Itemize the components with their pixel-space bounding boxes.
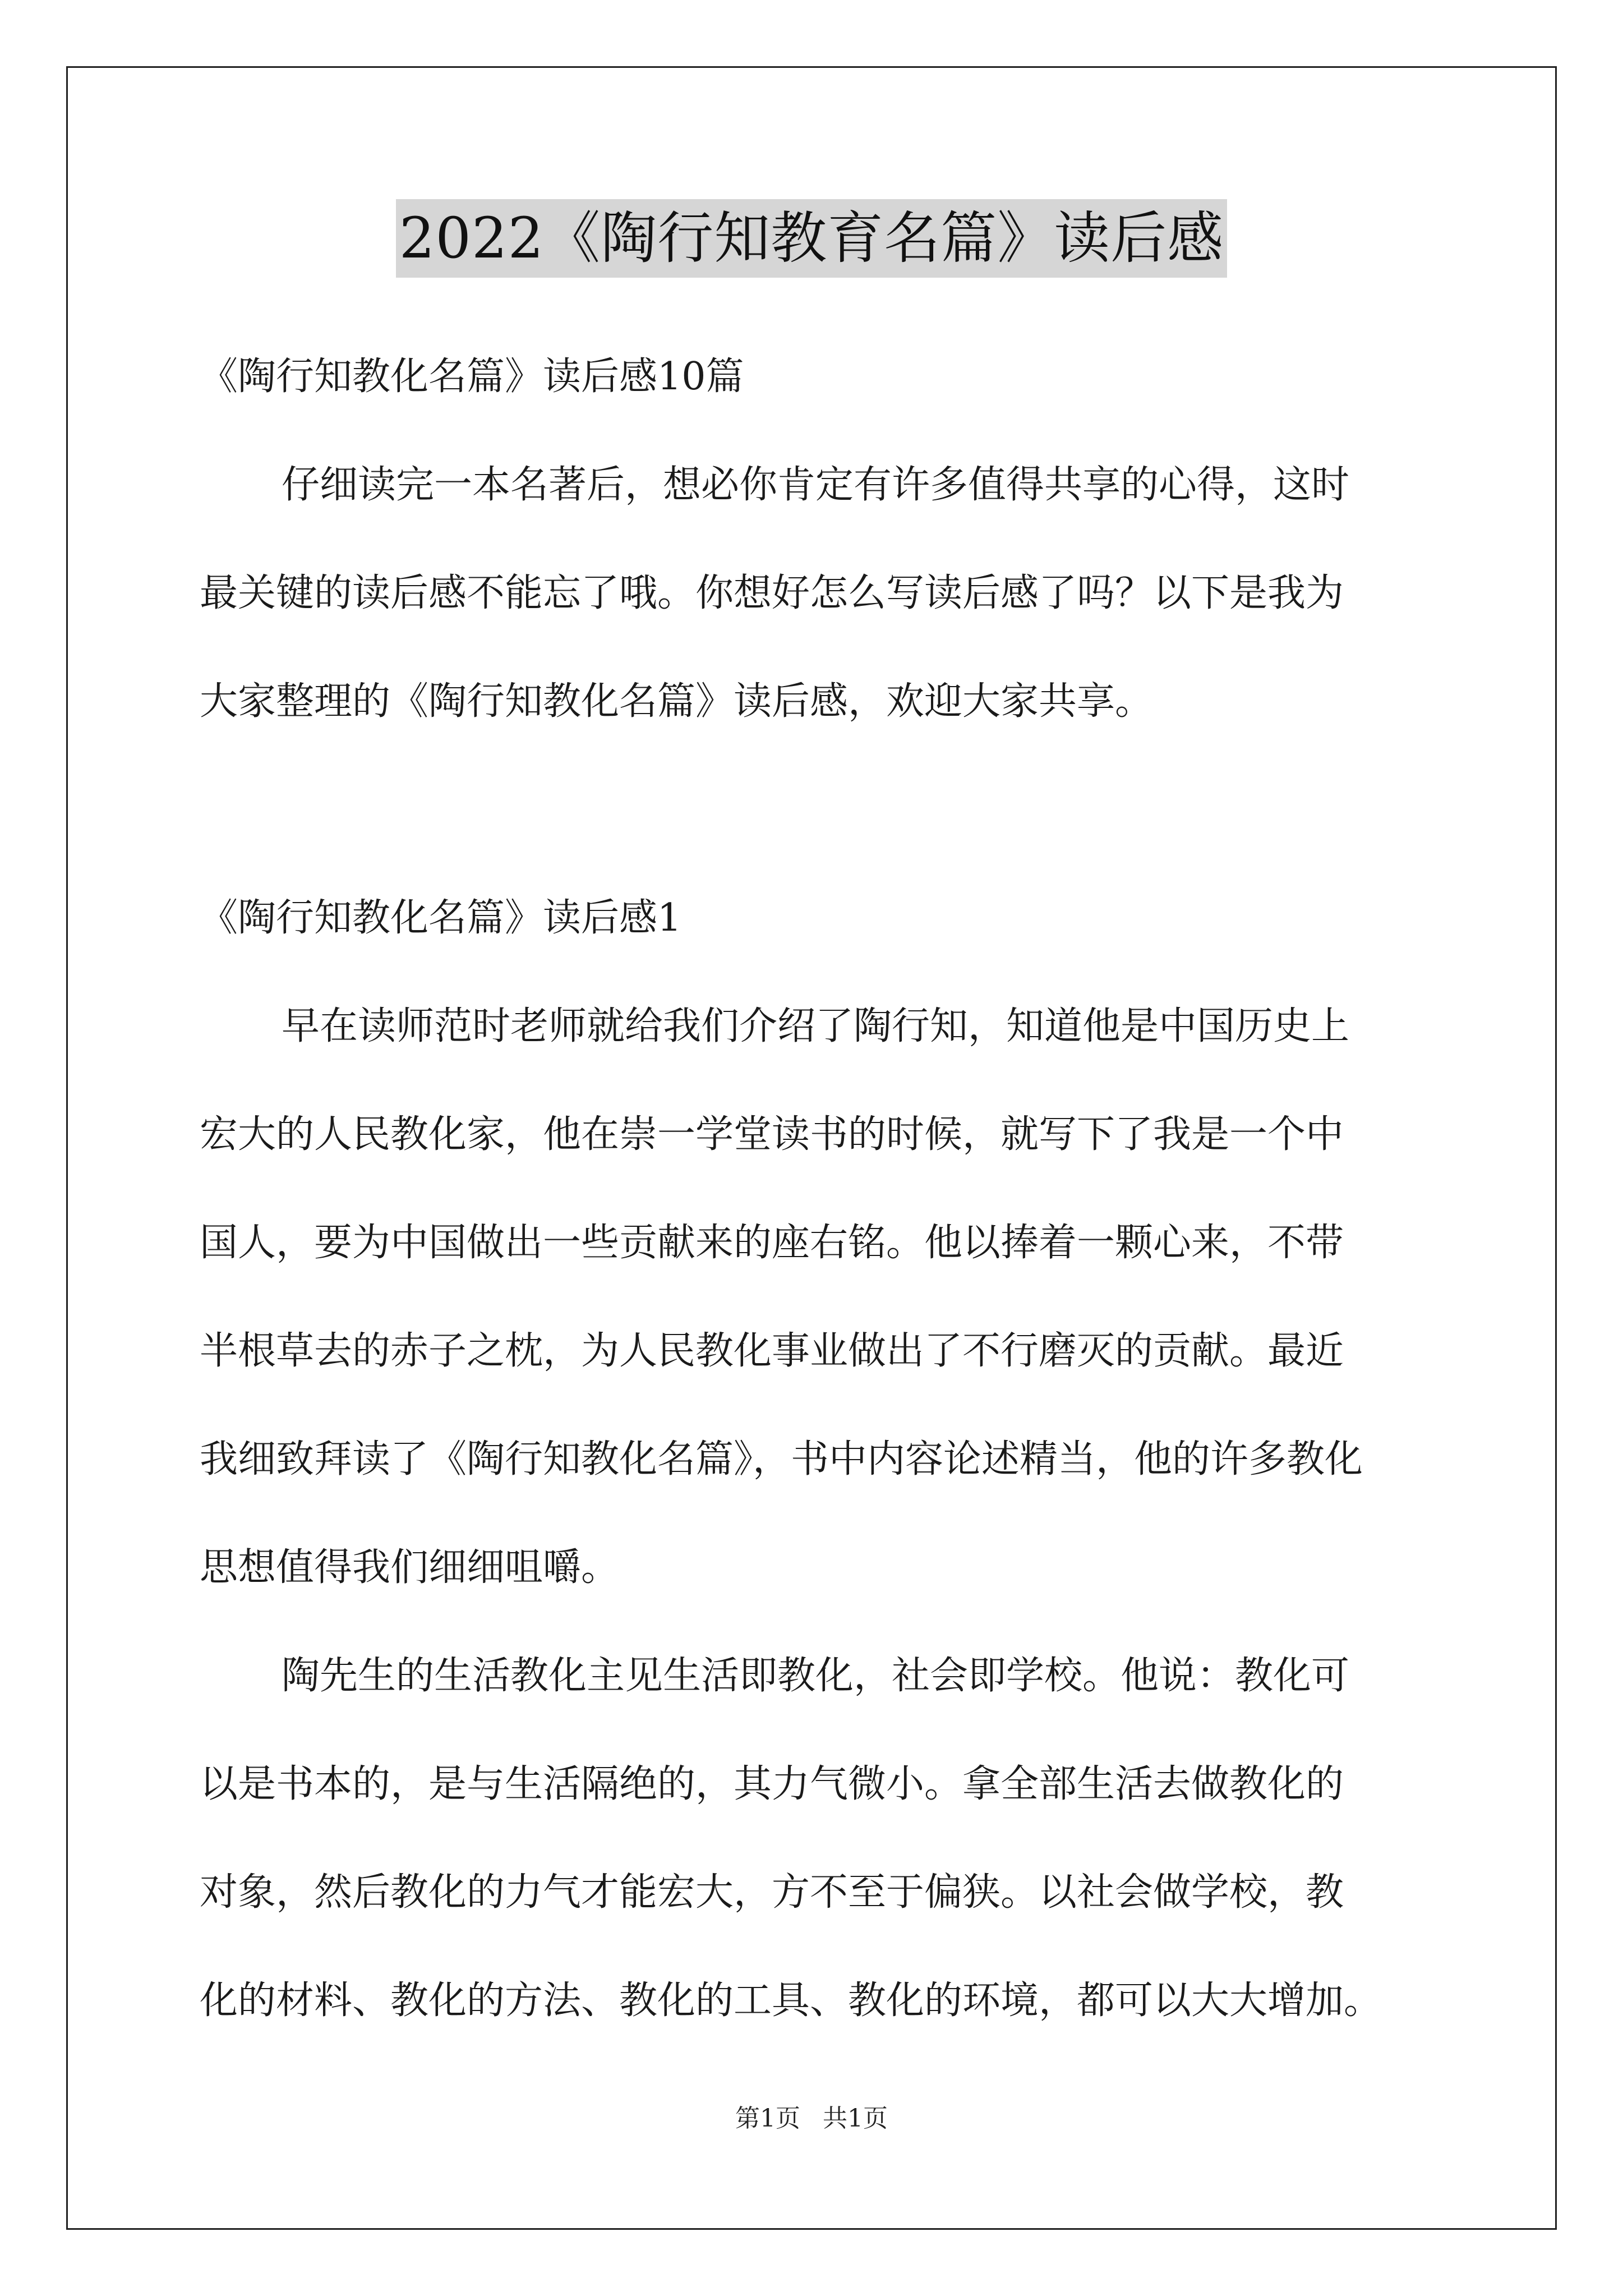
paragraph-line: 半根草去的赤子之枕，为人民教化事业做出了不行磨灭的贡献。最近 — [200, 1329, 1344, 1373]
intro-line: 仔细读完一本名著后，想必你肯定有许多值得共享的心得，这时 — [282, 463, 1350, 507]
paragraph-line: 以是书本的，是与生活隔绝的，其力气微小。拿全部生活去做教化的 — [200, 1762, 1344, 1806]
paragraph-line: 化的材料、教化的方法、教化的工具、教化的环境，都可以大大增加。 — [200, 1978, 1382, 2023]
paragraph-line: 思想值得我们细细咀嚼。 — [200, 1545, 620, 1590]
page-number-current: 第1页 — [735, 2104, 800, 2133]
page-footer — [0, 2098, 1623, 2134]
blank-line — [200, 775, 1428, 884]
document-subtitle: 《陶行知教化名篇》读后感10篇 — [200, 355, 744, 399]
document-title: 2022《陶行知教育名篇》读后感 — [396, 199, 1228, 278]
paragraph-line: 我细致拜读了《陶行知教化名篇》，书中内容论述精当，他的许多教化 — [200, 1437, 1363, 1481]
title-wrapper — [0, 199, 1623, 278]
document-body — [200, 342, 1428, 2074]
paragraph-line: 宏大的人民教化家，他在崇一学堂读书的时候，就写下了我是一个中 — [200, 1112, 1344, 1157]
intro-line: 最关键的读后感不能忘了哦。你想好怎么写读后感了吗？以下是我为 — [200, 571, 1344, 615]
paragraph-line: 早在读师范时老师就给我们介绍了陶行知，知道他是中国历史上 — [282, 1004, 1350, 1048]
section-heading: 《陶行知教化名篇》读后感1 — [200, 896, 682, 940]
page-number-total: 共1页 — [823, 2104, 888, 2133]
intro-line: 大家整理的《陶行知教化名篇》读后感，欢迎大家共享。 — [200, 679, 1154, 724]
paragraph-line: 对象，然后教化的力气才能宏大，方不至于偏狭。以社会做学校，教 — [200, 1870, 1344, 1915]
paragraph-line: 陶先生的生活教化主见生活即教化，社会即学校。他说：教化可 — [282, 1654, 1350, 1698]
paragraph-line: 国人，要为中国做出一些贡献来的座右铭。他以捧着一颗心来，不带 — [200, 1221, 1344, 1265]
